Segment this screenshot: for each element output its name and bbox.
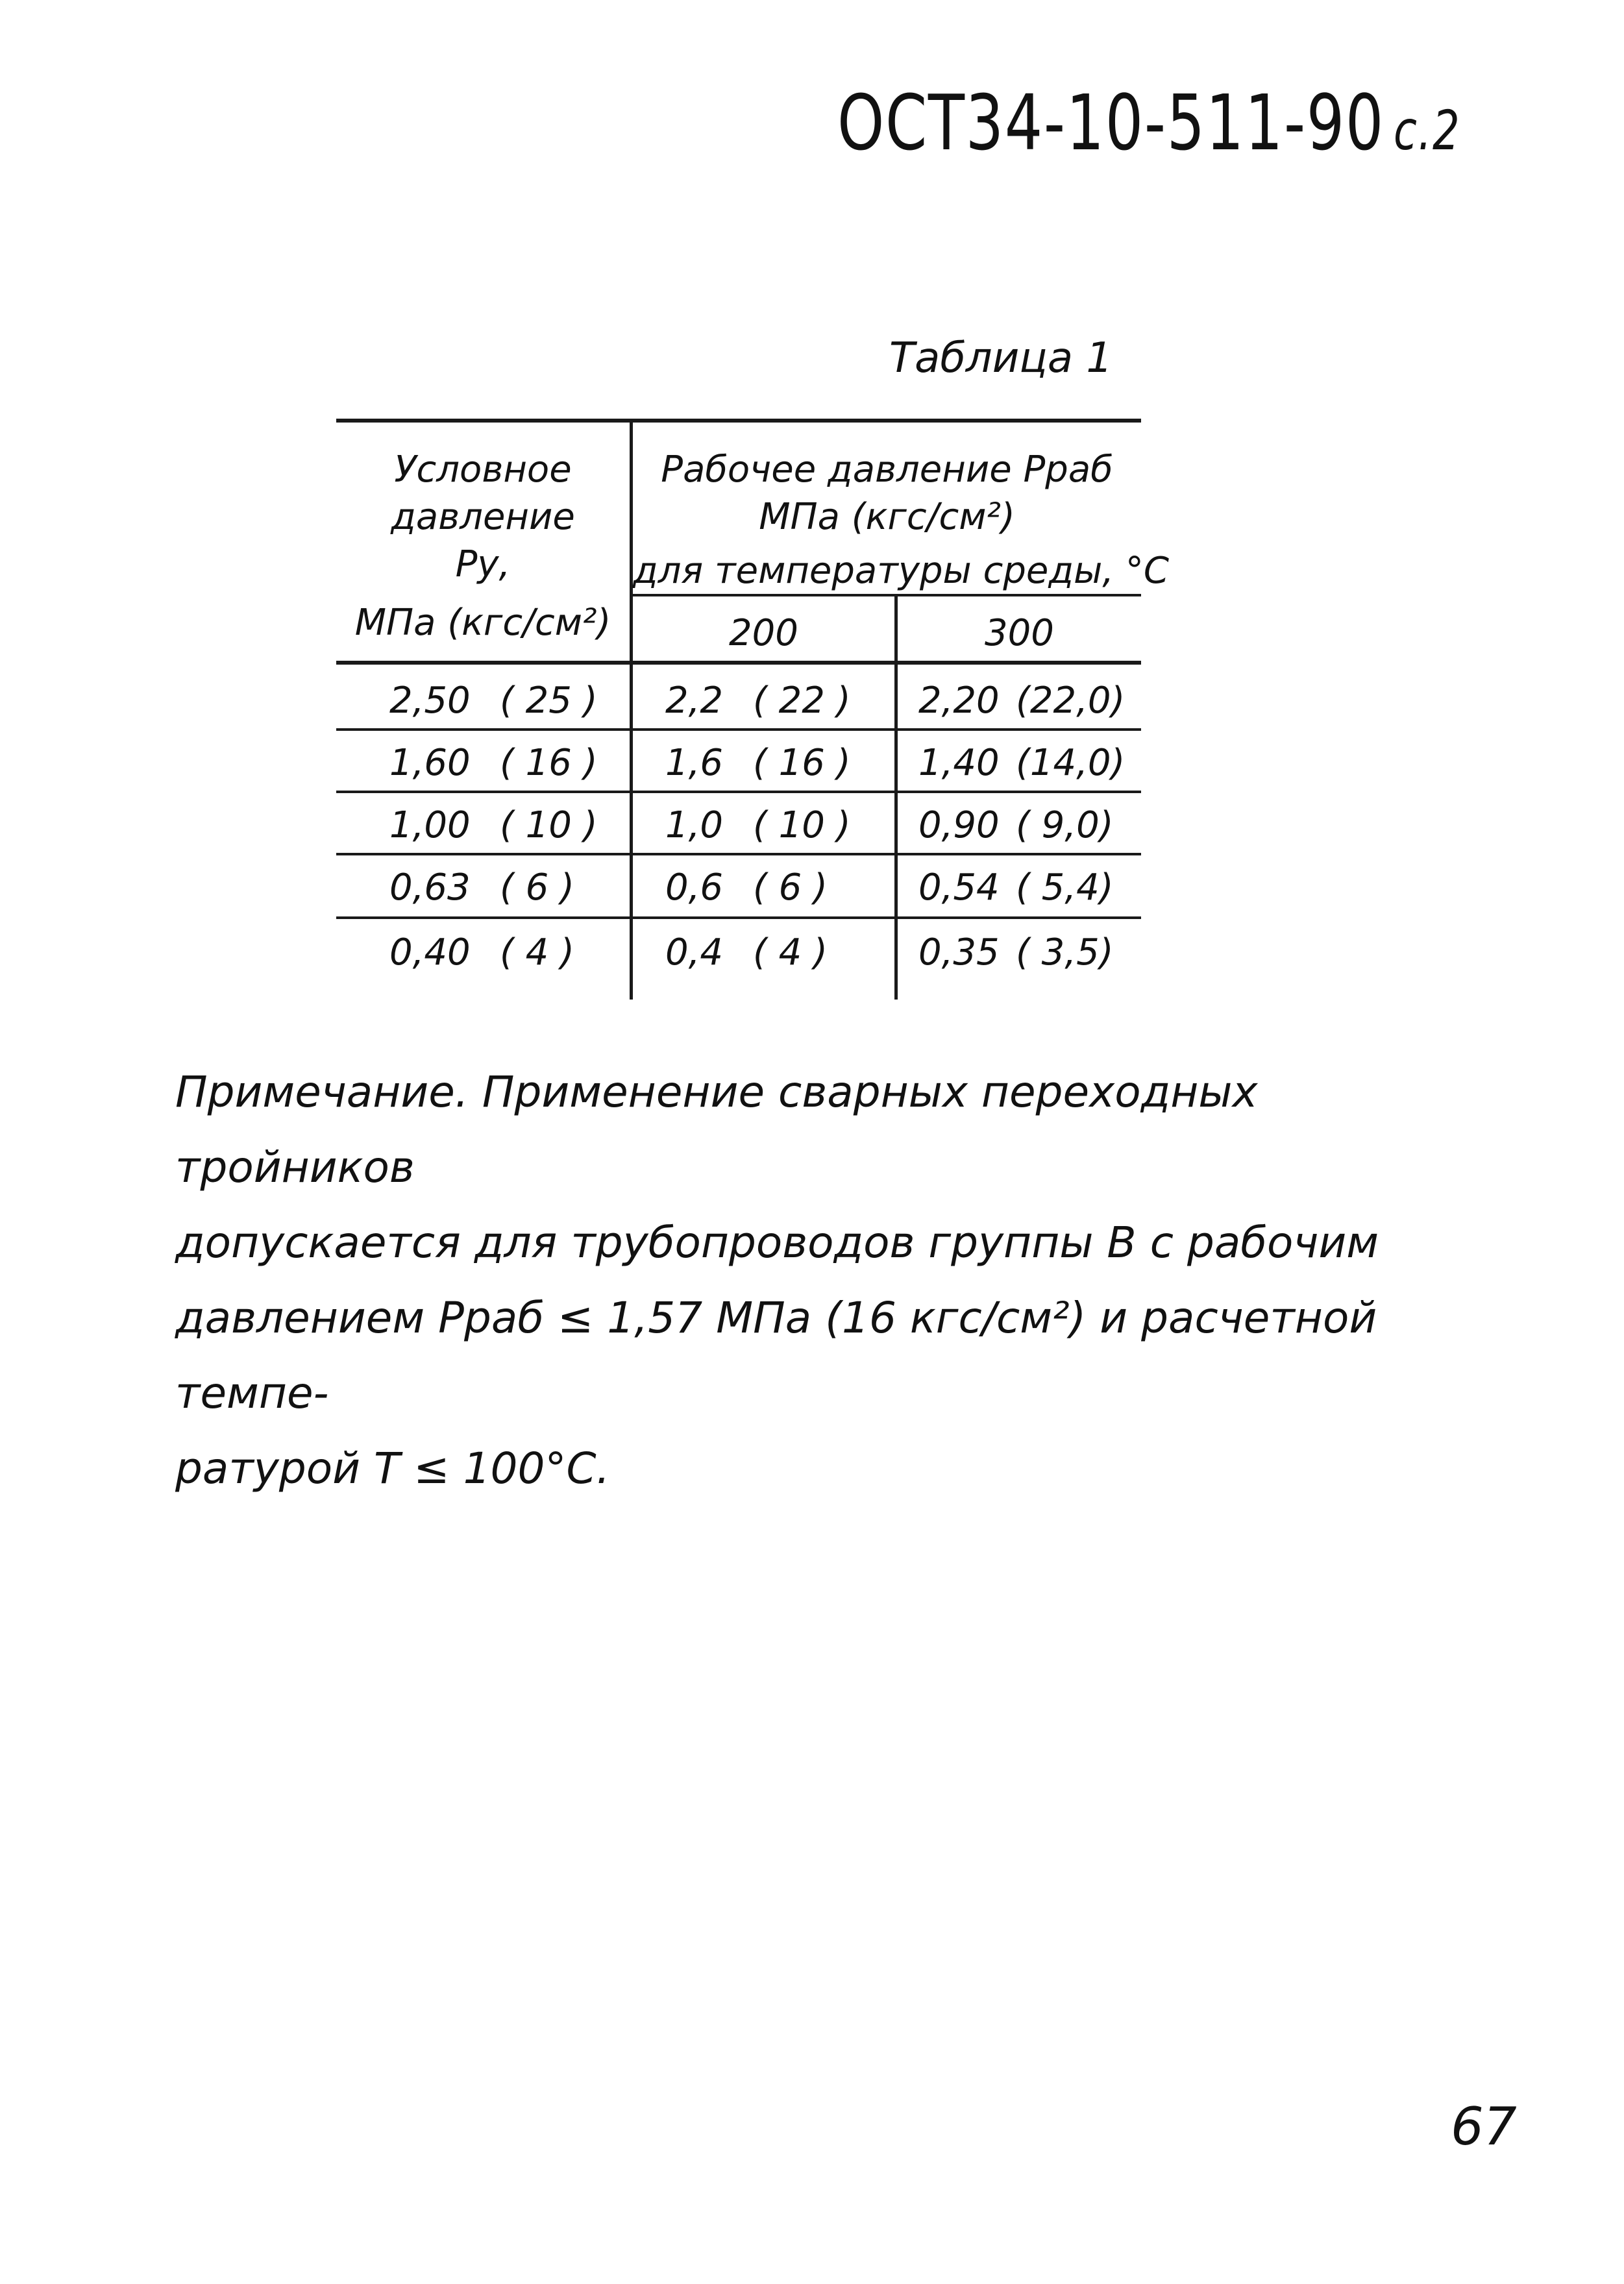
cell-t200-kgf: ( 22 ): [753, 680, 851, 722]
cell-py-value: 0,63: [389, 866, 471, 909]
header-temp-200: 200: [729, 612, 798, 654]
cell-t200-value: 2,2: [665, 680, 724, 722]
cell-py-kgf: ( 25 ): [500, 680, 598, 722]
cell-t300-value: 0,90: [918, 804, 1000, 846]
cell-t300-kgf: ( 9,0): [1016, 804, 1114, 846]
row-separator-3: [336, 853, 1141, 855]
note-line-4: ратурой Т ≤ 100°С.: [175, 1443, 610, 1493]
header-nominal-line-3: Ру,: [455, 543, 511, 585]
cell-py-kgf: ( 6 ): [500, 866, 574, 909]
cell-t300-kgf: (14,0): [1016, 742, 1126, 784]
row-separator-2: [336, 791, 1141, 793]
note-line-1: Примечание. Применение сварных переходных тройников: [175, 1067, 1258, 1192]
cell-t300-kgf: ( 3,5): [1016, 931, 1114, 974]
header-working-line-3: для температуры среды, °С: [633, 549, 1169, 592]
table-top-rule: [336, 419, 1141, 423]
table-caption: Таблица 1: [889, 334, 1113, 382]
cell-t300-value: 2,20: [918, 680, 1000, 722]
cell-py-kgf: ( 16 ): [500, 742, 598, 784]
document-code: [837, 78, 1460, 167]
header-temp-300: 300: [985, 612, 1054, 654]
note-line-3: давлением Рраб ≤ 1,57 МПа (16 кгс/см²) и расчетной темпе-: [175, 1293, 1377, 1418]
cell-t300-value: 1,40: [918, 742, 1000, 784]
cell-t200-kgf: ( 4 ): [753, 931, 828, 974]
cell-t300-value: 0,35: [918, 931, 1000, 974]
sheet-number: с.2: [1394, 99, 1461, 162]
cell-py-value: 0,40: [389, 931, 471, 974]
header-working-line-2: МПа (кгс/см²): [759, 495, 1015, 538]
cell-t200-kgf: ( 6 ): [753, 866, 828, 909]
header-working-line-1: Рабочее давление Рраб: [661, 448, 1113, 491]
cell-t200-value: 0,4: [665, 931, 724, 974]
cell-t200-kgf: ( 10 ): [753, 804, 851, 846]
header-working-pressure: [633, 447, 1169, 595]
header-nominal-line-4: МПа (кгс/см²): [354, 602, 611, 645]
cell-py-value: 1,60: [389, 742, 471, 784]
header-nominal-line-1: Условное: [394, 448, 572, 491]
page-number: 67: [1451, 2096, 1517, 2157]
cell-py-kgf: ( 4 ): [500, 931, 574, 974]
header-nominal-pressure: [336, 447, 630, 647]
cell-t200-value: 0,6: [665, 866, 724, 909]
cell-t200-kgf: ( 16 ): [753, 742, 851, 784]
cell-t300-kgf: (22,0): [1016, 680, 1126, 722]
row-separator-4: [336, 916, 1141, 919]
cell-py-value: 2,50: [389, 680, 471, 722]
row-separator-1: [336, 728, 1141, 731]
table-header-rule: [336, 661, 1141, 665]
cell-t300-kgf: ( 5,4): [1016, 866, 1114, 909]
cell-py-kgf: ( 10 ): [500, 804, 598, 846]
header-nominal-line-2: давление: [391, 495, 575, 538]
cell-py-value: 1,00: [389, 804, 471, 846]
table-note: [175, 1055, 1473, 1506]
cell-t200-value: 1,0: [665, 804, 724, 846]
document-code-text: ОСТ34-10-511-90: [837, 78, 1384, 167]
cell-t200-value: 1,6: [665, 742, 724, 784]
cell-t300-value: 0,54: [918, 866, 1000, 909]
note-line-2: допускается для трубопроводов группы В с рабочим: [175, 1218, 1379, 1268]
